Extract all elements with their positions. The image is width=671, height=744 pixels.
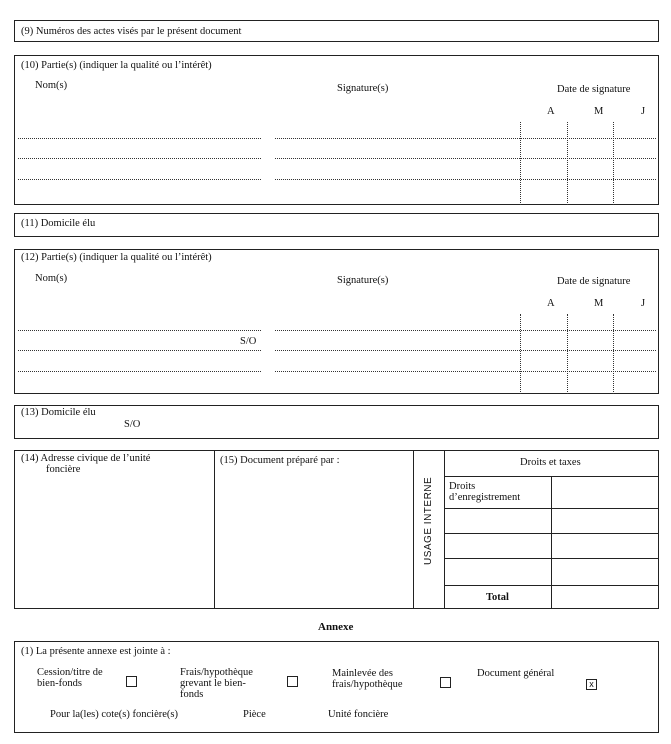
annexe-frais-checkbox[interactable] — [287, 676, 298, 687]
section-12-name-line-2[interactable] — [18, 350, 261, 351]
duties-column-divider — [551, 476, 552, 609]
usage-interne-vertical-label: USAGE INTERNE — [423, 476, 434, 565]
duties-rule-3 — [444, 558, 659, 559]
annexe-option-cession-line2: bien-fonds — [37, 678, 82, 689]
section-12-year-label: A — [547, 298, 555, 309]
section-15-label: (15) Document préparé par : — [220, 455, 340, 466]
annexe-option-mainlevee-line1: Mainlevée des — [332, 668, 393, 679]
section-12-name-line-3[interactable] — [18, 371, 261, 372]
duties-rule-1 — [444, 508, 659, 509]
duties-rule-2 — [444, 533, 659, 534]
section-12-label: (12) Partie(s) (indiquer la qualité ou l’intérêt) — [21, 252, 212, 263]
annexe-title: Annexe — [318, 621, 354, 633]
section-13-not-applicable: S/O — [124, 419, 141, 430]
section-11-box — [14, 213, 659, 237]
section-10-label: (10) Partie(s) (indiquer la qualité ou l’intérêt) — [21, 60, 212, 71]
section-10-signature-line-3[interactable] — [275, 179, 656, 180]
duties-header: Droits et taxes — [520, 457, 581, 468]
annexe-option-mainlevee-line2: frais/hypothèque — [332, 679, 403, 690]
section-12-not-applicable: S/O — [240, 336, 257, 347]
section-10-month-label: M — [594, 106, 604, 117]
section-10-name-line-1[interactable] — [18, 138, 261, 139]
section-11-label: (11) Domicile élu — [21, 218, 96, 229]
section-12-names-header: Nom(s) — [35, 273, 68, 284]
annexe-column-unite: Unité foncière — [328, 709, 389, 720]
annexe-document-general-checkbox[interactable]: x — [586, 679, 597, 690]
section-12-name-line-1[interactable] — [18, 330, 261, 331]
divider-14-15 — [214, 450, 215, 609]
section-10-box — [14, 55, 659, 205]
section-12-date-divider-1 — [520, 314, 521, 394]
section-12-date-divider-2 — [567, 314, 568, 394]
section-10-date-divider-3 — [613, 122, 614, 205]
section-12-signature-line-3[interactable] — [275, 371, 656, 372]
section-12-date-header: Date de signature — [557, 276, 631, 287]
section-10-signature-line-1[interactable] — [275, 138, 656, 139]
annexe-option-cession-line1: Cession/titre de — [37, 667, 103, 678]
annexe-column-cotes: Pour la(les) cote(s) foncière(s) — [50, 709, 178, 720]
section-10-name-line-3[interactable] — [18, 179, 261, 180]
section-12-signature-line-2[interactable] — [275, 350, 656, 351]
section-10-names-header: Nom(s) — [35, 80, 68, 91]
section-10-date-header: Date de signature — [557, 84, 631, 95]
annexe-option-frais-line3: fonds — [180, 689, 204, 700]
annexe-column-piece: Pièce — [243, 709, 266, 720]
section-14-label-line2: foncière — [46, 464, 81, 475]
section-12-signature-line-1[interactable] — [275, 330, 656, 331]
annexe-option-frais-line1: Frais/hypothèque — [180, 667, 253, 678]
section-10-signature-line-2[interactable] — [275, 158, 656, 159]
section-12-month-label: M — [594, 298, 604, 309]
annexe-label: (1) La présente annexe est jointe à : — [21, 646, 171, 657]
section-10-year-label: A — [547, 106, 555, 117]
duties-row1-line2: d’enregistrement — [449, 492, 521, 503]
section-13-box — [14, 405, 659, 439]
section-9-label: (9) Numéros des actes visés par le présent document — [21, 26, 242, 37]
annexe-option-frais-line2: grevant le bien- — [180, 678, 246, 689]
section-12-day-label: J — [641, 298, 646, 309]
section-10-day-label: J — [641, 106, 646, 117]
section-10-date-divider-2 — [567, 122, 568, 205]
section-10-signatures-header: Signature(s) — [337, 83, 389, 94]
section-14-label-line1: (14) Adresse civique de l’unité — [21, 453, 151, 464]
annexe-cession-checkbox[interactable] — [126, 676, 137, 687]
section-12-signatures-header: Signature(s) — [337, 275, 389, 286]
section-12-date-divider-3 — [613, 314, 614, 394]
section-12-box — [14, 249, 659, 394]
divider-15-usage — [413, 450, 414, 609]
duties-row1-line1: Droits — [449, 481, 476, 492]
annexe-option-document-general: Document général — [477, 668, 555, 679]
duties-rule-4 — [444, 585, 659, 586]
section-10-date-divider-1 — [520, 122, 521, 205]
section-13-label: (13) Domicile élu — [21, 407, 96, 418]
duties-total-label: Total — [486, 592, 509, 603]
annexe-mainlevee-checkbox[interactable] — [440, 677, 451, 688]
section-10-name-line-2[interactable] — [18, 158, 261, 159]
